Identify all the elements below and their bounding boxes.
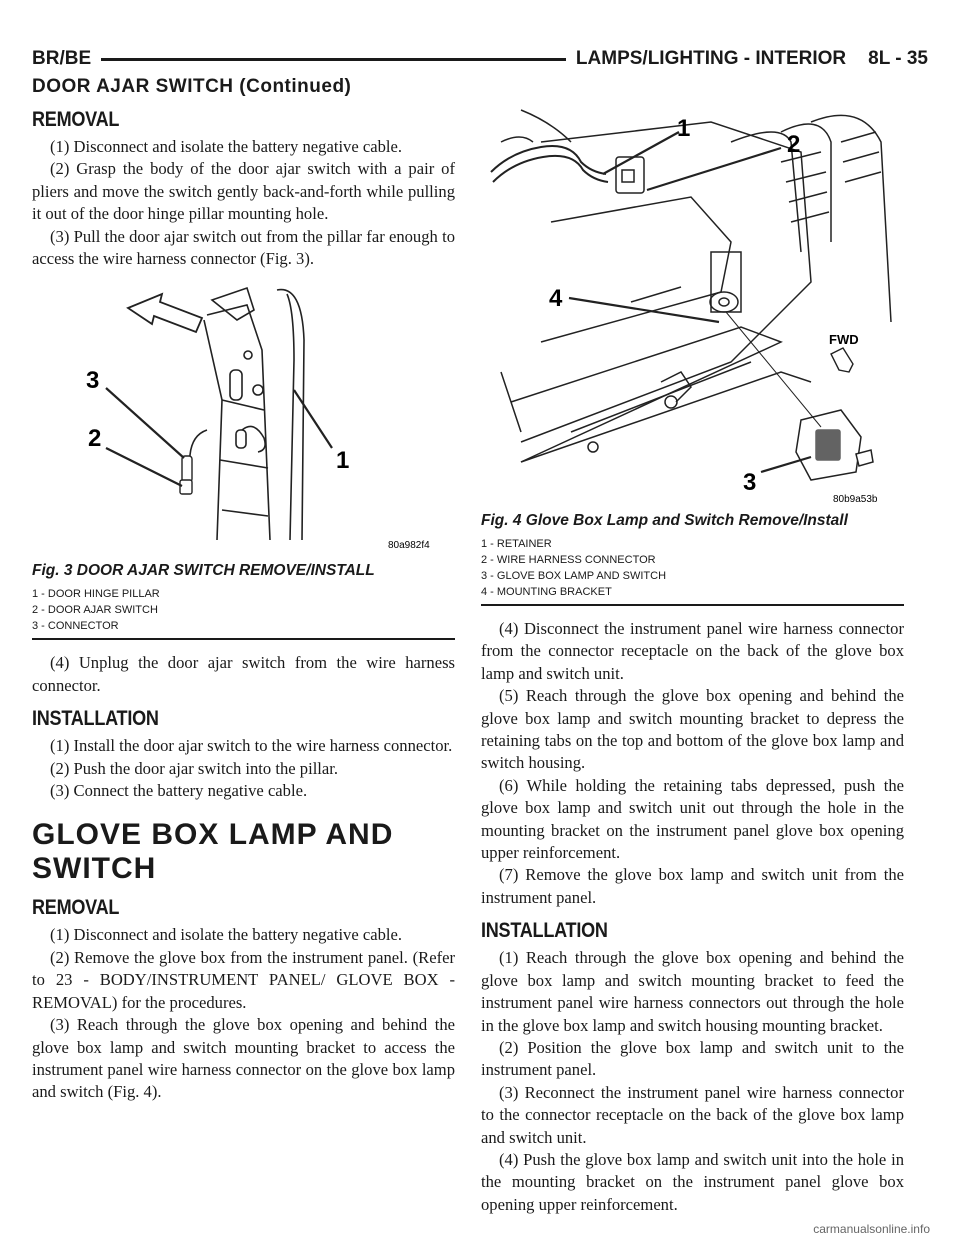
glove-box-section-title	[32, 818, 455, 886]
header-model: BR/BE	[32, 48, 92, 69]
figure-4	[481, 102, 904, 606]
page-header	[32, 44, 928, 74]
glove-box-removal-step: (3) Reach through the glove box opening and behind the glove box lamp and switch mounting bracket to access the instrument panel wire harness connector on the glove box lamp and switch (Fig. 4).	[32, 1015, 455, 1102]
fwd-label: FWD	[829, 332, 859, 347]
legend-item: 2 - WIRE HARNESS CONNECTOR	[481, 554, 656, 566]
glove-box-lamp-illustration	[481, 102, 904, 510]
header-page-number: 8L - 35	[868, 48, 928, 69]
legend-item: 3 - GLOVE BOX LAMP AND SWITCH	[481, 570, 667, 582]
legend-item: 1 - RETAINER	[481, 538, 552, 550]
callout-4: 4	[549, 285, 563, 312]
figure-3	[32, 280, 455, 640]
figure-4-caption: Fig. 4 Glove Box Lamp and Switch Remove/Install	[481, 512, 848, 529]
legend-item: 2 - DOOR AJAR SWITCH	[32, 604, 158, 617]
door-ajar-installation-step: (3) Connect the battery negative cable.	[50, 781, 308, 801]
legend-item: 4 - MOUNTING BRACKET	[481, 586, 612, 598]
callout-3: 3	[86, 367, 100, 395]
continued-title: DOOR AJAR SWITCH (Continued)	[32, 76, 352, 97]
glove-box-removal-step: (5) Reach through the glove box opening and behind the glove box lamp and switch mounting bracket to depress the retaining tabs on the top and bottom of the glove box lamp and switch housing.	[481, 686, 904, 773]
callout-2: 2	[787, 131, 801, 158]
glove-box-removal-step: (6) While holding the retaining tabs depressed, push the glove box lamp and switch unit out through the hole in the mounting bracket on the instrument panel glove box opening upper reinforcement.	[481, 775, 904, 863]
door-ajar-installation-heading: INSTALLATION	[32, 707, 159, 731]
callout-2: 2	[88, 425, 102, 453]
legend-item: 1 - DOOR HINGE PILLAR	[32, 588, 160, 601]
door-ajar-removal-heading: REMOVAL	[32, 108, 120, 131]
callout-1: 1	[677, 115, 691, 142]
door-ajar-installation-step: (1) Install the door ajar switch to the wire harness connector.	[50, 736, 453, 756]
door-ajar-removal-step: (2) Grasp the body of the door ajar switch with a pair of pliers and move the switch gently back-and-forth while pulling it out of the door hinge pillar mounting hole.	[32, 159, 455, 224]
glove-box-installation-step: (1) Reach through the glove box opening and behind the glove box lamp and switch mounting bracket to feed the instrument panel wire harness connectors out through the hole in the glove box lamp and switch housing mounting bracket.	[481, 948, 904, 1035]
door-ajar-switch-illustration	[32, 280, 455, 560]
door-ajar-removal-step: (4) Unplug the door ajar switch from the wire harness connector.	[32, 653, 455, 695]
glove-box-removal-step: (1) Disconnect and isolate the battery negative cable.	[50, 925, 403, 945]
glove-box-removal-step: (7) Remove the glove box lamp and switch unit from the instrument panel.	[481, 865, 904, 907]
door-ajar-removal-step: (1) Disconnect and isolate the battery negative cable.	[50, 137, 403, 156]
glove-box-removal-heading: REMOVAL	[32, 896, 120, 920]
header-section: LAMPS/LIGHTING - INTERIOR	[575, 48, 847, 69]
left-column	[32, 108, 455, 1104]
figure-3-id: 80a982f4	[388, 540, 430, 552]
figure-4-legend	[481, 536, 904, 604]
legend-item: 3 - CONNECTOR	[32, 620, 119, 633]
glove-box-removal-step: (4) Disconnect the instrument panel wire harness connector from the connector receptacle on the back of the glove box lamp and switch unit.	[481, 619, 904, 683]
glove-box-installation-step: (3) Reconnect the instrument panel wire harness connector to the connector receptacle on the back of the glove box lamp and switch unit.	[481, 1082, 904, 1147]
section-title-line: SWITCH	[32, 852, 157, 886]
figure-3-legend	[32, 586, 455, 638]
glove-box-installation-step: (4) Push the glove box lamp and switch unit into the hole in the mounting bracket on the instrument panel glove box opening upper reinforcement.	[481, 1149, 904, 1214]
header-rule	[101, 58, 566, 61]
glove-box-removal-step: (2) Remove the glove box from the instrument panel. (Refer to 23 - BODY/INSTRUMENT PANEL/ GLOVE BOX - REMOVAL) for the procedures.	[32, 947, 455, 1012]
right-column	[481, 102, 904, 1216]
figure-4-id: 80b9a53b	[833, 494, 878, 505]
section-title-line: GLOVE BOX LAMP AND	[32, 818, 394, 852]
door-ajar-installation-step: (2) Push the door ajar switch into the pillar.	[50, 758, 339, 778]
fwd-arrow-icon	[831, 348, 853, 372]
source-watermark: carmanualsonline.info	[813, 1222, 930, 1236]
door-ajar-removal-step: (3) Pull the door ajar switch out from the pillar far enough to access the wire harness connector (Fig. 3).	[32, 226, 455, 269]
figure-3-caption: Fig. 3 DOOR AJAR SWITCH REMOVE/INSTALL	[32, 562, 375, 580]
callout-3: 3	[743, 469, 757, 496]
glove-box-installation-heading: INSTALLATION	[481, 919, 608, 943]
callout-1: 1	[336, 447, 350, 475]
glove-box-installation-step: (2) Position the glove box lamp and switch unit to the instrument panel.	[481, 1037, 904, 1080]
